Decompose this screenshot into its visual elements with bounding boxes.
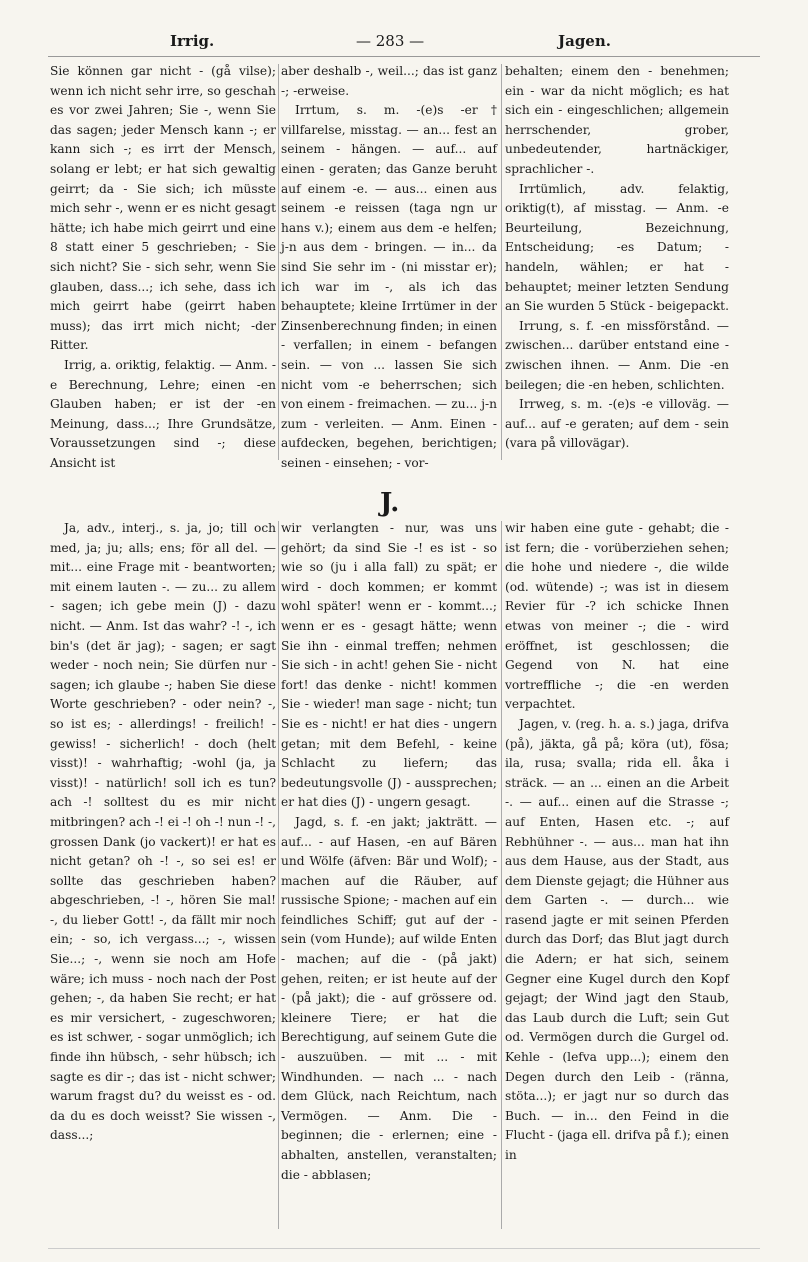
entry-paragraph: aber deshalb -, weil...; das ist ganz -; -erweise. — [281, 64, 497, 98]
entry-irrtuemlich: Irrtümlich, adv. felaktig, oriktig(t), af misstag. — Anm. -e Beurteilung, Bezeichnung, Entscheidung; -es Datum; - handeln, wählen; er hat - behauptet; meiner letzten Sendung an Sie wurden 5 Stück - beigepackt. — [505, 181, 729, 314]
header-right-guide-word: Jagen. — [558, 32, 611, 50]
entry-irrung: Irrung, s. f. -en missförstånd. — zwischen... darüber entstand eine - zwischen ihnen. — Anm. Die -en beilegen; die -en heben, schlichten. — [505, 318, 729, 392]
entry-irrweg: Irrweg, s. m. -(e)s -e villoväg. — auf... auf -e geraten; auf dem - sein (vara på villovägar). — [505, 397, 729, 451]
column-divider — [278, 64, 279, 460]
entry-paragraph: wir verlangten - nur, was uns gehört; da sind Sie -! es ist - so wie so (ju i alla fall) zu spät; er wird - doch kommen; er kommt wohl später! wenn er - kommt...; wenn er es - gesagt hätte; wenn Sie ihn - einmal treffen; nehmen Sie sich - in acht! gehen Sie - nicht fort! das denke - nicht! kommen Sie - wieder! man sage - nicht; tun Sie es - nicht! er hat dies - ungern getan; mit dem Befehl, - keine Schlacht zu liefern; das bedeutungsvolle (J) - aussprechen; er hat dies (J) - ungern gesagt. — [281, 521, 497, 810]
upper-column-3 — [505, 62, 729, 462]
entry-jagen: Jagen, v. (reg. h. a. s.) jaga, drifva (på), jäkta, gå på; köra (ut), fösa; ila, rusa; svalla; rida ell. åka i sträck. — an ... einen an die Arbeit -. — auf... einen auf die Strasse -; auf Enten, Hasen etc. -; auf Rebhühner -. — aus... man hat ihn aus dem Hause, aus der Stadt, aus dem Dienste gejagt; die Hühner aus dem Garten -. — durch... wie rasend jagte er mit seinen Pferden durch das Dorf; das Blut jagt durch die Adern; er hat sich, seinem Gegner eine Kugel durch den Kopf gejagt; der Wind jagt den Staub, das Laub durch die Luft; sein Gut od. Vermögen durch die Gurgel od. Kehle - (lefva upp...); einem den Degen durch den Leib - (ränna, stöta...); er jagt nur so durch das Buch. — in... den Feind in die Flucht - (jaga ell. drifva på f.); einen in — [505, 716, 729, 1162]
page-bottom-edge — [48, 1248, 760, 1249]
page-number: — 283 — — [356, 32, 425, 50]
upper-column-2 — [281, 62, 497, 470]
header-left-guide-word: Irrig. — [170, 32, 215, 50]
running-header — [48, 28, 760, 56]
header-rule — [48, 56, 760, 57]
section-letter-heading: J. — [380, 488, 400, 518]
lower-column-2 — [281, 519, 497, 1231]
upper-column-1 — [50, 62, 276, 470]
entry-irrtum: Irrtum, s. m. -(e)s -er† villfarelse, misstag. — an... fest an seinem - hängen. — auf... auf einen - geraten; das Ganze beruht auf einem -e. — aus... einen aus seinem -e reissen (taga ngn ur hans v.); einem aus dem -e helfen; j-n aus dem - bringen. — in... da sind Sie sehr im - (ni misstar er); ich war im -, als ich das behauptete; kleine Irrtümer in der Zinsenberechnung finden; in einen - verfallen; in einem - befangen sein. — von ... lassen Sie sich nicht vom -e beherrschen; sich von einem - freimachen. — zu... j-n zum - verleiten. — Anm. Einen - aufdecken, begehen, berichtigen; seinen - einsehen; - vor- — [281, 103, 497, 470]
entry-paragraph: behalten; einem den - benehmen; ein - war da nicht möglich; es hat sich ein - eingeschlichen; allgemein herrschender, grober, unbedeutender, hartnäckiger, sprachlicher -. — [505, 64, 729, 176]
entry-jagd: Jagd, s. f. -en jakt; jakträtt. — auf... - auf Hasen, -en auf Bären und Wölfe (äfven: Bär und Wolf); - machen auf die Räuber, auf russische Spione; - machen auf ein feindliches Schiff; gut auf der - sein (vom Hunde); auf wilde Enten - machen; auf die - (på jakt) gehen, reiten; er ist heute auf der - (på jakt); die - auf grössere od. kleinere Tiere; er hat die Berechtigung, auf seinem Gute die - auszuüben. — mit ... - mit Windhunden. — nach ... - nach dem Glück, nach Reichtum, nach Vermögen. — Anm. Die - beginnen; die - erlernen; eine - abhalten, anstellen, veranstalten; die - abblasen; — [281, 814, 497, 1182]
column-divider — [501, 521, 502, 1229]
entry-paragraph: wir haben eine gute - gehabt; die - ist fern; die - vorüberziehen sehen; die hohe und niedere -, die wilde (od. wütende) -; was ist in diesem Revier für -? ich schicke Ihnen etwas von meiner -; die - wird eröffnet, ist geschlossen; die Gegend von N. hat eine vortreffliche -; die -en werden verpachtet. — [505, 521, 729, 712]
entry-paragraph: Sie können gar nicht - (gå vilse); wenn ich nicht sehr irre, so geschah es vor zwei Jahren; Sie -, wenn Sie das sagen; jeder Mensch kann -; er kann sich -; es irrt der Mensch, solang er lebt; er hat sich gewaltig geirrt; da - Sie sich; ich müsste mich sehr -, wenn er es nicht gesagt hätte; ich habe mich geirrt und eine 8 statt einer 5 geschrieben; - Sie sich nicht? Sie - sich sehr, wenn Sie glauben, dass...; ich sehe, dass ich mich geirrt habe (geirrt haben muss); das irrt mich nicht; -der Ritter. — [50, 64, 276, 353]
lower-column-1 — [50, 519, 276, 1231]
entry-irrig: Irrig, a. oriktig, felaktig. — Anm. -e Berechnung, Lehre; einen -en Glauben haben; er ist der -en Meinung, dass...; Ihre Grundsätze, Voraussetzungen sind -; diese Ansicht ist — [50, 357, 276, 470]
entry-ja: Ja, adv., interj., s. ja, jo; till och med, ja; ju; alls; ens; för all del. — mit... eine Frage mit - beantworten; mit einem lauten -. — zu... zu allem - sagen; ich gebe mein (J) - dazu nicht. — Anm. Ist das wahr? -! -, ich bin's (det är jag); - sagen; er sagt weder - noch nein; Sie dürfen nur - sagen; ich glaube -; haben Sie diese Worte geschrieben? - oder nein? -, so ist es; - allerdings! - freilich! - gewiss! - sicherlich! - doch (helt visst)! - wahrhaftig; -wohl (ja, ja visst)! - natürlich! soll ich es tun? ach -! solltest du es mir nicht mitbringen? ach -! ei -! oh -! nun -! -, grossen Dank (jo vackert)! er hat es nicht getan? oh -! -, so sei es! er sollte das geschrieben haben? abgeschrieben, -! -, hören Sie mal! -, du lieber Gott! -, da fällt mir noch ein; - so, ich vergass...; -, wissen Sie...; -, wenn sie noch am Hofe wäre; ich muss - noch nach der Post gehen; -, da haben Sie recht; er hat es mir versichert, - zugeschworen; es ist schwer, - sogar unmöglich; ich finde ihn hübsch, - sehr hübsch; ich sagte es dir -; das ist - nicht schwer; warum fragst du? du weisst es - od. da du es doch weisst? Sie wissen -, dass...; — [50, 521, 276, 1143]
lower-column-3 — [505, 519, 729, 1231]
column-divider — [278, 521, 279, 1229]
column-divider — [501, 64, 502, 460]
